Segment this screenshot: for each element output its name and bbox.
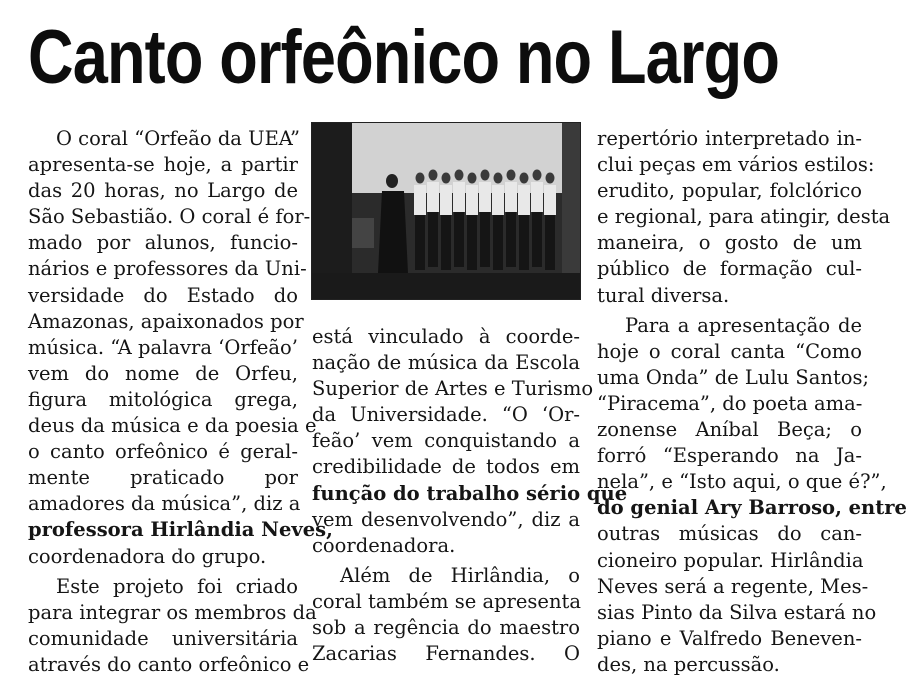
- singer-legs: [532, 212, 542, 267]
- text-line: nela”, e “Isto aqui, o que é?”,: [597, 470, 887, 494]
- singer-shirt: [544, 185, 556, 215]
- singer-shirt: [479, 182, 491, 212]
- singer-head: [455, 170, 464, 181]
- text-line: zonense Aníbal Beça; o: [597, 418, 862, 442]
- text-line: sob a regência do maestro: [312, 616, 580, 640]
- text-line: Para a apresentação de: [625, 313, 862, 337]
- singer-head: [481, 170, 490, 181]
- text-line: público de formação cul-: [597, 257, 862, 281]
- text-line: “Piracema”, do poeta ama-: [597, 391, 863, 415]
- text-line: Além de Hirlândia, o: [340, 563, 580, 587]
- text-line: comunidade universitária: [28, 626, 298, 650]
- text-line: Superior de Artes e Turismo: [312, 377, 594, 401]
- singer-head: [494, 173, 503, 184]
- singer-shirt: [427, 182, 439, 212]
- text-line: O coral “Orfeão da UEA”: [56, 127, 300, 150]
- singer-legs: [467, 215, 477, 270]
- text-line: nação de música da Escola: [312, 351, 580, 375]
- singer-head: [507, 170, 516, 181]
- text-line: tural diversa.: [597, 283, 730, 307]
- singer-shirt: [492, 185, 504, 215]
- singer-head: [468, 173, 477, 184]
- text-line: professora Hirlândia Neves,: [28, 518, 333, 542]
- text-line: figura mitológica grega,: [28, 387, 298, 411]
- text-line: feão’ vem conquistando a: [312, 429, 580, 453]
- singer-legs: [480, 212, 490, 267]
- text-line: cioneiro popular. Hirlândia: [597, 548, 864, 572]
- text-line: mente praticado por: [28, 466, 298, 490]
- text-line: amadores da música”, diz a: [28, 492, 301, 516]
- singer-head: [429, 170, 438, 181]
- text-line: Amazonas, apaixonados por: [28, 309, 304, 333]
- singer-shirt: [440, 185, 452, 215]
- text-line: erudito, popular, folclórico: [597, 179, 862, 203]
- text-line: Zacarias Fernandes. O: [312, 642, 580, 666]
- text-line: des, na percussão.: [597, 652, 780, 676]
- text-line: das 20 horas, no Largo de: [28, 179, 298, 203]
- singer-legs: [493, 215, 503, 270]
- text-line: uma Onda” de Lulu Santos;: [597, 365, 870, 389]
- text-line: função do trabalho sério que: [312, 481, 628, 505]
- text-line: maneira, o gosto de um: [597, 231, 862, 255]
- text-line: através do canto orfeônico e: [28, 652, 310, 676]
- singer-head: [520, 173, 529, 184]
- text-line: forró “Esperando na Ja-: [597, 444, 862, 468]
- choir-photo: [311, 122, 581, 300]
- text-line: sias Pinto da Silva estará no: [597, 600, 877, 624]
- article-column-3: [597, 126, 907, 678]
- singer-shirt: [518, 185, 530, 215]
- singer-legs: [545, 215, 555, 270]
- text-line: e regional, para atingir, desta: [597, 205, 891, 229]
- text-line: credibilidade de todos em: [312, 455, 580, 479]
- singer-head: [533, 170, 542, 181]
- singer-head: [416, 173, 425, 184]
- text-line: da Universidade. “O ‘Or-: [312, 403, 580, 427]
- singer-shirt: [505, 182, 517, 212]
- text-line: o canto orfeônico é geral-: [28, 440, 298, 464]
- text-line: vem desenvolvendo”, diz a: [312, 507, 580, 531]
- article-column-1: [28, 126, 333, 678]
- text-line: Este projeto foi criado: [56, 574, 298, 598]
- singer-legs: [519, 215, 529, 270]
- headline: Canto orfeônico no Largo: [28, 15, 780, 100]
- singer-shirt: [531, 182, 543, 212]
- singer-legs: [454, 212, 464, 267]
- singer-legs: [506, 212, 516, 267]
- text-line: versidade do Estado do: [28, 283, 298, 307]
- text-line: coral também se apresenta: [312, 589, 581, 613]
- singer-head: [546, 173, 555, 184]
- article-column-2: [312, 324, 628, 667]
- text-line: outras músicas do can-: [597, 522, 862, 546]
- choir-photo-drawing: [312, 123, 580, 299]
- singer-shirt: [414, 185, 426, 215]
- text-line: Neves será a regente, Mes-: [597, 574, 869, 598]
- singer-shirt: [453, 182, 465, 212]
- singer-legs: [428, 212, 438, 267]
- text-line: clui peças em vários estilos:: [597, 153, 875, 177]
- text-line: para integrar os membros da: [28, 600, 317, 624]
- text-line: nários e professores da Uni-: [28, 257, 307, 281]
- singer-shirt: [466, 185, 478, 215]
- singer-head: [442, 173, 451, 184]
- text-line: do genial Ary Barroso, entre: [597, 496, 907, 520]
- text-line: São Sebastião. O coral é for-: [28, 205, 311, 229]
- text-line: está vinculado à coorde-: [312, 325, 580, 348]
- text-line: hoje o coral canta “Como: [597, 339, 862, 363]
- text-line: repertório interpretado in-: [597, 127, 862, 150]
- text-line: apresenta-se hoje, a partir: [28, 153, 298, 177]
- text-line: coordenadora.: [312, 533, 456, 557]
- text-line: vem do nome de Orfeu,: [28, 361, 298, 385]
- text-line: coordenadora do grupo.: [28, 544, 267, 568]
- text-line: música. “A palavra ‘Orfeão’: [28, 335, 298, 359]
- text-line: piano e Valfredo Beneven-: [597, 626, 862, 650]
- singer-legs: [441, 215, 451, 270]
- text-line: mado por alunos, funcio-: [28, 231, 298, 255]
- text-line: deus da música e da poesia e: [28, 414, 317, 438]
- singer-legs: [415, 215, 425, 270]
